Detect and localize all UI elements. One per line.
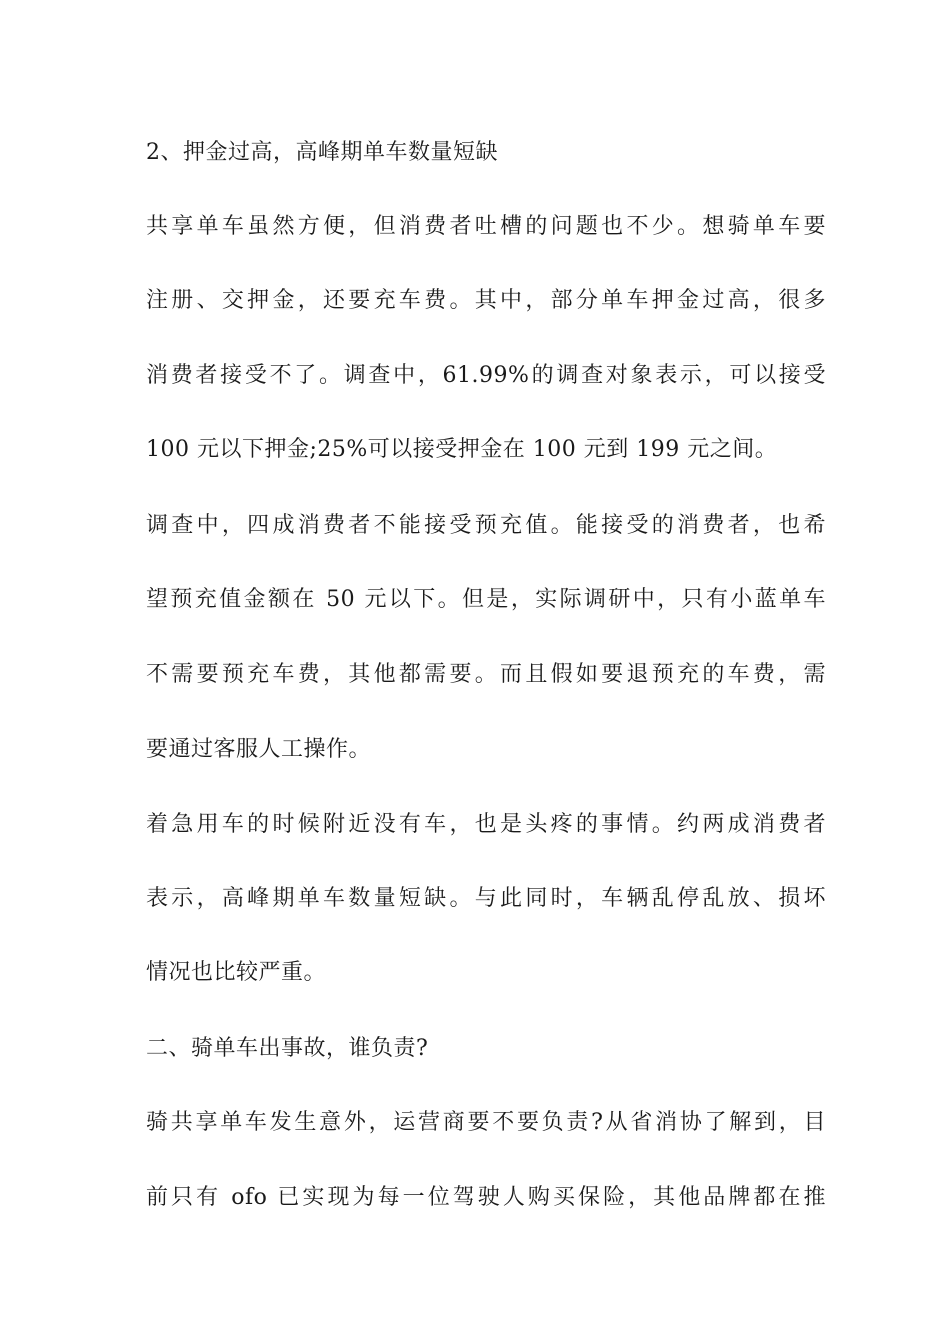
paragraph-line: 骑共享单车发生意外，运营商要不要负责?从省消协了解到，目 (146, 1110, 826, 1135)
paragraph-line: 不需要预充车费，其他都需要。而且假如要退预充的车费，需 (146, 662, 826, 687)
paragraph-line: 表示，高峰期单车数量短缺。与此同时，车辆乱停乱放、损坏 (146, 886, 826, 911)
paragraph-line: 100 元以下押金;25%可以接受押金在 100 元到 199 元之间。 (146, 437, 778, 462)
section-heading: 2、押金过高，高峰期单车数量短缺 (146, 140, 498, 165)
paragraph-line: 注册、交押金，还要充车费。其中，部分单车押金过高，很多 (146, 288, 826, 313)
paragraph-line: 着急用车的时候附近没有车，也是头疼的事情。约两成消费者 (146, 812, 826, 837)
section-heading: 二、骑单车出事故，谁负责? (146, 1036, 429, 1061)
paragraph-line: 消费者接受不了。调查中，61.99%的调查对象表示，可以接受 (146, 363, 826, 388)
paragraph-line: 情况也比较严重。 (146, 960, 327, 985)
paragraph-line: 调查中，四成消费者不能接受预充值。能接受的消费者，也希 (146, 513, 826, 538)
paragraph-line: 前只有 ofo 已实现为每一位驾驶人购买保险，其他品牌都在推 (146, 1185, 826, 1210)
paragraph-line: 共享单车虽然方便，但消费者吐槽的问题也不少。想骑单车要 (146, 214, 826, 239)
paragraph-line: 要通过客服人工操作。 (146, 737, 372, 762)
paragraph-line: 望预充值金额在 50 元以下。但是，实际调研中，只有小蓝单车 (146, 587, 826, 612)
